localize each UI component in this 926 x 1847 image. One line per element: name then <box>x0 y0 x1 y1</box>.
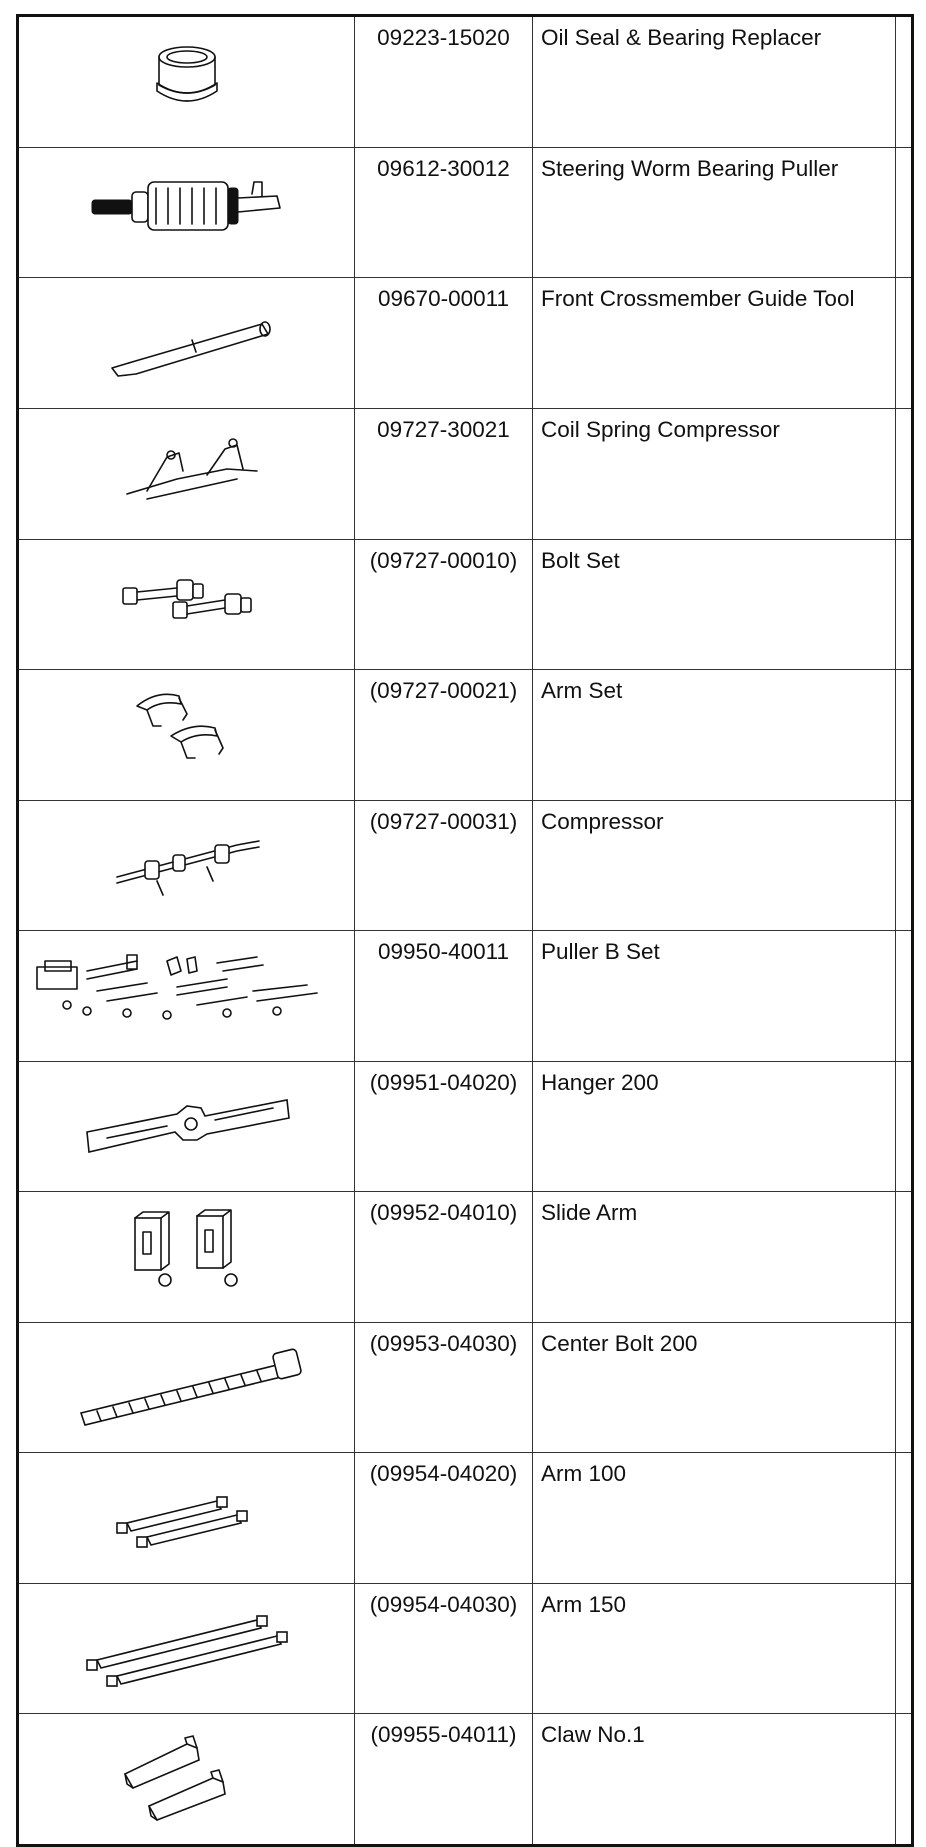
tool-name: Hanger 200 <box>533 1061 896 1192</box>
tool-illustration-cell <box>18 1583 355 1714</box>
table-row <box>18 1322 913 1453</box>
table-row <box>18 800 913 931</box>
tool-name: Steering Worm Bearing Puller <box>533 147 896 278</box>
tool-name: Arm 100 <box>533 1453 896 1584</box>
tool-number: 09950-40011 <box>355 931 533 1062</box>
tool-illustration-cell <box>18 1453 355 1584</box>
tool-number: (09955-04011) <box>355 1714 533 1846</box>
tool-illustration-cell <box>18 409 355 540</box>
tool-illustration-cell <box>18 1192 355 1323</box>
tool-illustration-cell <box>18 800 355 931</box>
empty-cell <box>896 16 913 148</box>
bolt-set-icon <box>107 540 267 655</box>
tool-name: Arm 150 <box>533 1583 896 1714</box>
tool-illustration-cell <box>18 1714 355 1846</box>
tool-number: 09612-30012 <box>355 147 533 278</box>
table-row <box>18 278 913 409</box>
tool-illustration-cell <box>18 16 355 148</box>
tool-illustration-cell <box>18 670 355 801</box>
special-service-tools-table <box>16 14 914 1847</box>
empty-cell <box>896 147 913 278</box>
tool-number: 09223-15020 <box>355 16 533 148</box>
tool-number: (09951-04020) <box>355 1061 533 1192</box>
tool-illustration-cell <box>18 147 355 278</box>
empty-cell <box>896 670 913 801</box>
table-row <box>18 16 913 148</box>
tool-name: Claw No.1 <box>533 1714 896 1846</box>
tool-illustration-cell <box>18 278 355 409</box>
tool-illustration-cell <box>18 1322 355 1453</box>
empty-cell <box>896 1453 913 1584</box>
table-row <box>18 147 913 278</box>
tool-number: (09952-04010) <box>355 1192 533 1323</box>
table-row <box>18 1714 913 1846</box>
tool-name: Center Bolt 200 <box>533 1322 896 1453</box>
table-row <box>18 1192 913 1323</box>
tool-number: 09727-30021 <box>355 409 533 540</box>
table-row <box>18 1061 913 1192</box>
tool-illustration-cell <box>18 931 355 1062</box>
center-bolt-icon <box>57 1323 317 1438</box>
slide-arm-icon <box>107 1192 267 1307</box>
table-row <box>18 670 913 801</box>
worm-bearing-puller-icon <box>72 148 302 263</box>
tool-name: Bolt Set <box>533 539 896 670</box>
empty-cell <box>896 278 913 409</box>
hanger-icon <box>67 1062 307 1177</box>
tool-name: Oil Seal & Bearing Replacer <box>533 16 896 148</box>
tool-number: (09954-04020) <box>355 1453 533 1584</box>
tool-name: Puller B Set <box>533 931 896 1062</box>
table-row <box>18 409 913 540</box>
tool-number: 09670-00011 <box>355 278 533 409</box>
tool-number: (09727-00021) <box>355 670 533 801</box>
coil-spring-compressor-icon <box>87 409 287 524</box>
tool-illustration-cell <box>18 539 355 670</box>
tool-name: Coil Spring Compressor <box>533 409 896 540</box>
tool-name: Slide Arm <box>533 1192 896 1323</box>
tool-number: (09954-04030) <box>355 1583 533 1714</box>
puller-b-set-icon <box>27 931 347 1046</box>
table-row <box>18 539 913 670</box>
claw-icon <box>97 1714 277 1829</box>
empty-cell <box>896 1322 913 1453</box>
arm-100-icon <box>87 1453 287 1568</box>
empty-cell <box>896 1192 913 1323</box>
empty-cell <box>896 931 913 1062</box>
tool-name: Front Crossmember Guide Tool <box>533 278 896 409</box>
empty-cell <box>896 409 913 540</box>
table-row <box>18 1453 913 1584</box>
tool-number: (09727-00031) <box>355 800 533 931</box>
oil-seal-replacer-icon <box>127 17 247 132</box>
compressor-icon <box>87 801 287 916</box>
arm-set-icon <box>117 670 257 785</box>
table-row <box>18 1583 913 1714</box>
empty-cell <box>896 800 913 931</box>
tool-number: (09953-04030) <box>355 1322 533 1453</box>
arm-150-icon <box>67 1584 307 1699</box>
table-row <box>18 931 913 1062</box>
empty-cell <box>896 1583 913 1714</box>
tool-number: (09727-00010) <box>355 539 533 670</box>
tool-illustration-cell <box>18 1061 355 1192</box>
guide-tool-icon <box>72 278 302 408</box>
tool-name: Compressor <box>533 800 896 931</box>
tool-name: Arm Set <box>533 670 896 801</box>
empty-cell <box>896 1714 913 1846</box>
empty-cell <box>896 539 913 670</box>
empty-cell <box>896 1061 913 1192</box>
